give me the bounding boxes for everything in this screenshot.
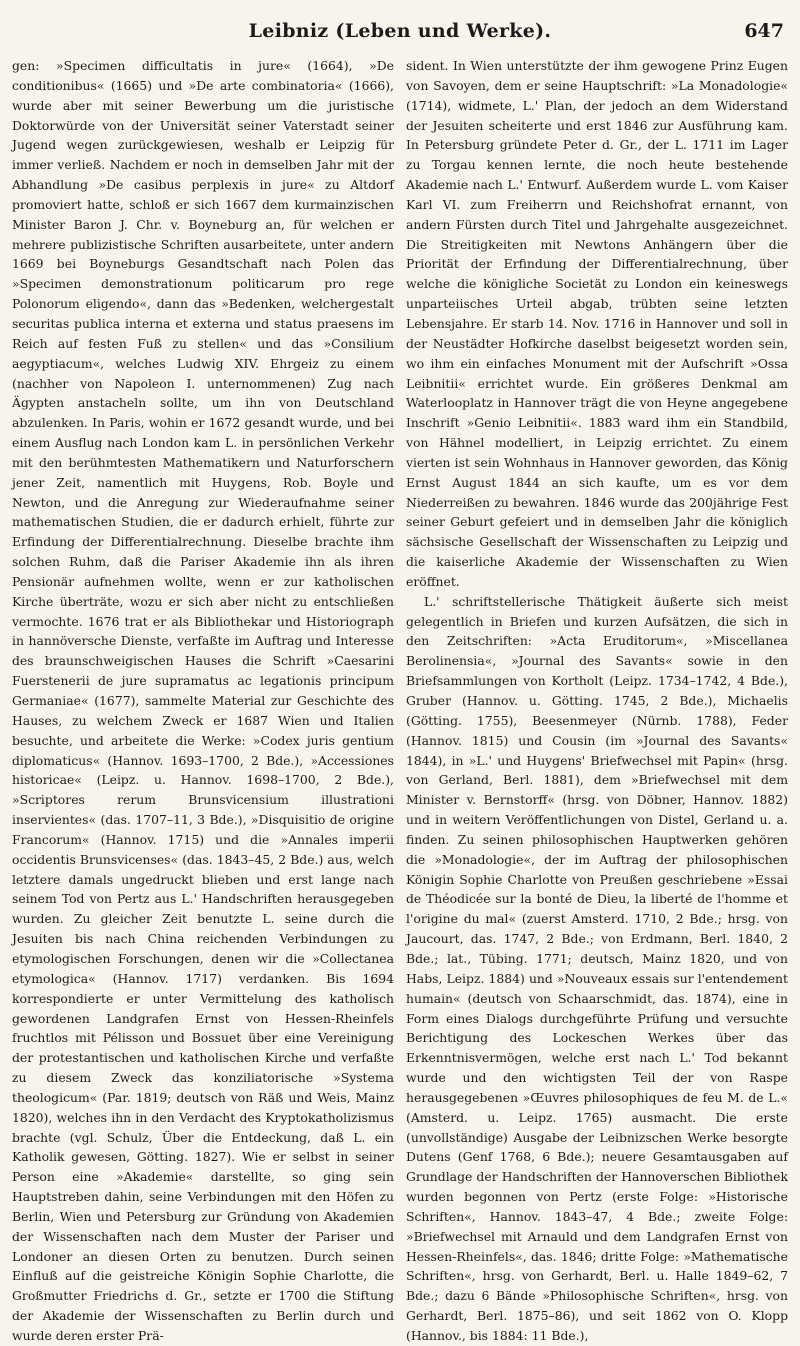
right-paragraph-2: L.' schriftstellerische Thätigkeit äußerte sich meist gelegentlich in Briefen und kurzen Aufsätzen, die sich in den Zeitschriften: »Acta Eruditorum«, »Miscellanea Berolinensia«, »Journal des Savants« sowie in den Briefsammlungen von Kortholt (Leipz. 1734–1742, 4 Bde.), Gruber (Hannov. u. Götting. 1745, 2 Bde.), Michaelis (Götting. 1755), Beesenmeyer (Nürnb. 1788), Feder (Hannov. 1815) und Cousin (im »Journal des Savants« 1844), in »L.' und Huygens' Briefwechsel mit Papin« (hrsg. von Gerland, Berl. 1881), dem »Briefwechsel mit dem Minister v. Bernstorff« (hrsg. von Döbner, Hannov. 1882) und in weitern Veröffentlichungen von Distel, Gerland u. a. finden. Zu seinen philosophischen Hauptwerken gehören die »Monadologie«, der im Auftrag der philosophischen Königin Sophie Charlotte von Preußen geschriebene »Essai de Théodicée sur la bonté de Dieu, la liberté de l'homme et l'origine du mal« (zuerst Amsterd. 1710, 2 Bde.; hrsg. von Jaucourt, das. 1747, 2 Bde.; von Erdmann, Berl. 1840, 2 Bde.; lat., Tübing. 1771; deutsch, Mainz 1820, und von Habs, Leipz. 1884) und »Nouveaux essais sur l'entendement humain« (deutsch von Schaarschmidt, das. 1874), eine in Form eines Dialogs durchgeführte Prüfung und versuchte Berichtigung des Lockeschen Werkes über das Erkenntnisvermögen, welche erst nach L.' Tod bekannt wurde und den wichtigsten Teil der von Raspe herausgegebenen »Œuvres philosophiques de feu M. de L.« (Amsterd. u. Leipz. 1765) ausmacht. Die erste (unvollständige) Ausgabe der Leibnizschen Werke besorgte Dutens (Genf 1768, 6 Bde.); neuere Gesamtausgaben auf Grundlage der Handschriften der Hannoverschen Bibliothek wurden begonnen von Pertz (erste Folge: »Historische Schriften«, Hannov. 1843–47, 4 Bde.; zweite Folge: »Briefwechsel mit Arnauld und dem Landgrafen Ernst von Hessen-Rheinfels«, das. 1846; dritte Folge: »Mathematische Schriften«, hrsg. von Gerhardt, Berl. u. Halle 1849–62, 7 Bde.; dazu 6 Bände »Philosophische Schriften«, hrsg. von Gerhardt, Berl. 1875–86), und seit 1862 von O. Klopp (Hannov., bis 1884: 11 Bde.), (406, 593, 788, 1343)
running-title: Leibniz (Leben und Werke). (248, 20, 552, 42)
text-columns (12, 56, 788, 1346)
page-number: 647 (744, 20, 784, 42)
right-paragraph-1: sident. In Wien unterstützte der ihm gewogene Prinz Eugen von Savoyen, dem er seine Hauptschrift: »La Monadologie« (1714), widmete, L.' Plan, der jedoch an dem Widerstand der Jesuiten scheiterte und erst 1846 zur Ausführung kam. In Petersburg gründete Peter d. Gr., der L. 1711 im Lager zu Torgau kennen lernte, die noch heute bestehende Akademie nach L.' Entwurf. Außerdem wurde L. vom Kaiser Karl VI. zum Freiherrn und Reichshofrat ernannt, von andern Fürsten durch Titel und Jahrgehalte ausgezeichnet. Die Streitigkeiten mit Newtons Anhängern über die Priorität der Erfindung der Differentialrechnung, über welche die königliche Societät zu London ein keineswegs unparteiisches Urteil abgab, trübten seine letzten Lebensjahre. Er starb 14. Nov. 1716 in Hannover und soll in der Neustädter Hofkirche daselbst beigesetzt worden sein, wo ihm ein einfaches Monument mit der Aufschrift »Ossa Leibnitii« errichtet wurde. Ein größeres Denkmal am Waterlooplatz in Hannover trägt die von Heyne angegebene Inschrift »Genio Leibnitii«. 1883 ward ihm ein Standbild, von Hähnel modelliert, in Leipzig errichtet. Zu einem vierten ist sein Wohnhaus in Hannover geworden, das König Ernst August 1844 an sich kaufte, um es vor dem Niederreißen zu bewahren. 1846 wurde das 200jährige Fest seiner Geburt gefeiert und in demselben Jahr die königlich sächsische Gesellschaft der Wissenschaften zu Leipzig und die kaiserliche Akademie der Wissenschaften zu Wien eröffnet. (406, 58, 788, 589)
left-column (12, 56, 394, 1346)
right-column (406, 56, 788, 1346)
left-paragraph-1: gen: »Specimen difficultatis in jure« (1664), »De conditionibus« (1665) und »De arte combinatoria« (1666), wurde aber mit seiner Bewerbung um die juristische Doktorwürde von der Universität seiner Vaterstadt seiner Jugend wegen zurückgewiesen, weshalb er Leipzig für immer verließ. Nachdem er noch in demselben Jahr mit der Abhandlung »De casibus perplexis in jure« zu Altdorf promoviert hatte, schloß er sich 1667 dem kurmainzischen Minister Baron J. Chr. v. Boyneburg an, für welchen er mehrere publizistische Schriften ausarbeitete, unter andern 1669 bei Boyneburgs Gesandtschaft nach Polen das »Specimen demonstrationum politicarum pro rege Polonorum eligendo«, dann das »Bedenken, welchergestalt securitas publica interna et externa und status praesens im Reich auf festen Fuß zu stellen« und das »Consilium aegyptiacum«, welches Ludwig XIV. Ehrgeiz zu einem (nachher von Napoleon I. unternommenen) Zug nach Ägypten anstacheln sollte, um ihn von Deutschland abzulenken. In Paris, wohin er 1672 gesandt wurde, und bei einem Ausflug nach London kam L. in persönlichen Verkehr mit den berühmtesten Mathematikern und Naturforschern jener Zeit, namentlich mit Huygens, Rob. Boyle und Newton, und die Anregung zur Wiederaufnahme seiner mathematischen Studien, die er dadurch erhielt, führte zur Erfindung der Differentialrechnung. Dieselbe brachte ihm solchen Ruhm, daß die Pariser Akademie ihn als ihren Pensionär aufnehmen wollte, wenn er zur katholischen Kirche überträte, wozu er sich aber nicht zu entschließen vermochte. 1676 trat er als Bibliothekar und Historiograph in hannöversche Dienste, verfaßte im Auftrag und Interesse des braunschweigischen Hauses die Schrift »Caesarini Fuerstenerii de jure supramatus ac legationis principum Germaniae« (1677), sammelte Material zur Geschichte des Hauses, zu welchem Zweck er 1687 Wien und Italien besuchte, und arbeitete die Werke: »Codex juris gentium diplomaticus« (Hannov. 1693–1700, 2 Bde.), »Accessiones historicae« (Leipz. u. Hannov. 1698–1700, 2 Bde.), »Scriptores rerum Brunsvicensium illustrationi inservientes« (das. 1707–11, 3 Bde.), »Disquisitio de origine Francorum« (Hannov. 1715) und die »Annales imperii occidentis Brunsvicenses« (das. 1843–45, 2 Bde.) aus, welch letztere damals ungedruckt blieben und erst lange nach seinem Tod von Pertz aus L.' Handschriften herausgegeben wurden. Zu gleicher Zeit benutzte L. seine durch die Jesuiten bis nach China reichenden Verbindungen zu etymologischen Forschungen, denen wir die »Collectanea etymologica« (Hannov. 1717) verdanken. Bis 1694 korrespondierte er unter Vermittelung des katholisch gewordenen Landgrafen Ernst von Hessen-Rheinfels fruchtlos mit Pélisson und Bossuet über eine Vereinigung der protestantischen und katholischen Kirche und verfaßte zu diesem Zweck das konziliatorische »Systema theologicum« (Par. 1819; deutsch von Räß und Weis, Mainz 1820), welches ihn in den Verdacht des Kryptokatholizismus brachte (vgl. Schulz, Über die Entdeckung, daß L. ein Katholik gewesen, Götting. 1827). Wie er selbst in seiner Person eine »Akademie« darstellte, so ging sein Hauptstreben dahin, seine Verbindungen mit den Höfen zu Berlin, Wien und Petersburg zur Gründung von Akademien der Wissenschaften nach dem Muster der Pariser und Londoner an diesen Orten zu benutzen. Durch seinen Einfluß auf die geistreiche Königin Sophie Charlotte, die Großmutter Friedrichs d. Gr., setzte er 1700 die Stiftung der Akademie der Wissenschaften zu Berlin durch und wurde deren erster Prä- (12, 58, 394, 1343)
page-header (12, 20, 788, 50)
